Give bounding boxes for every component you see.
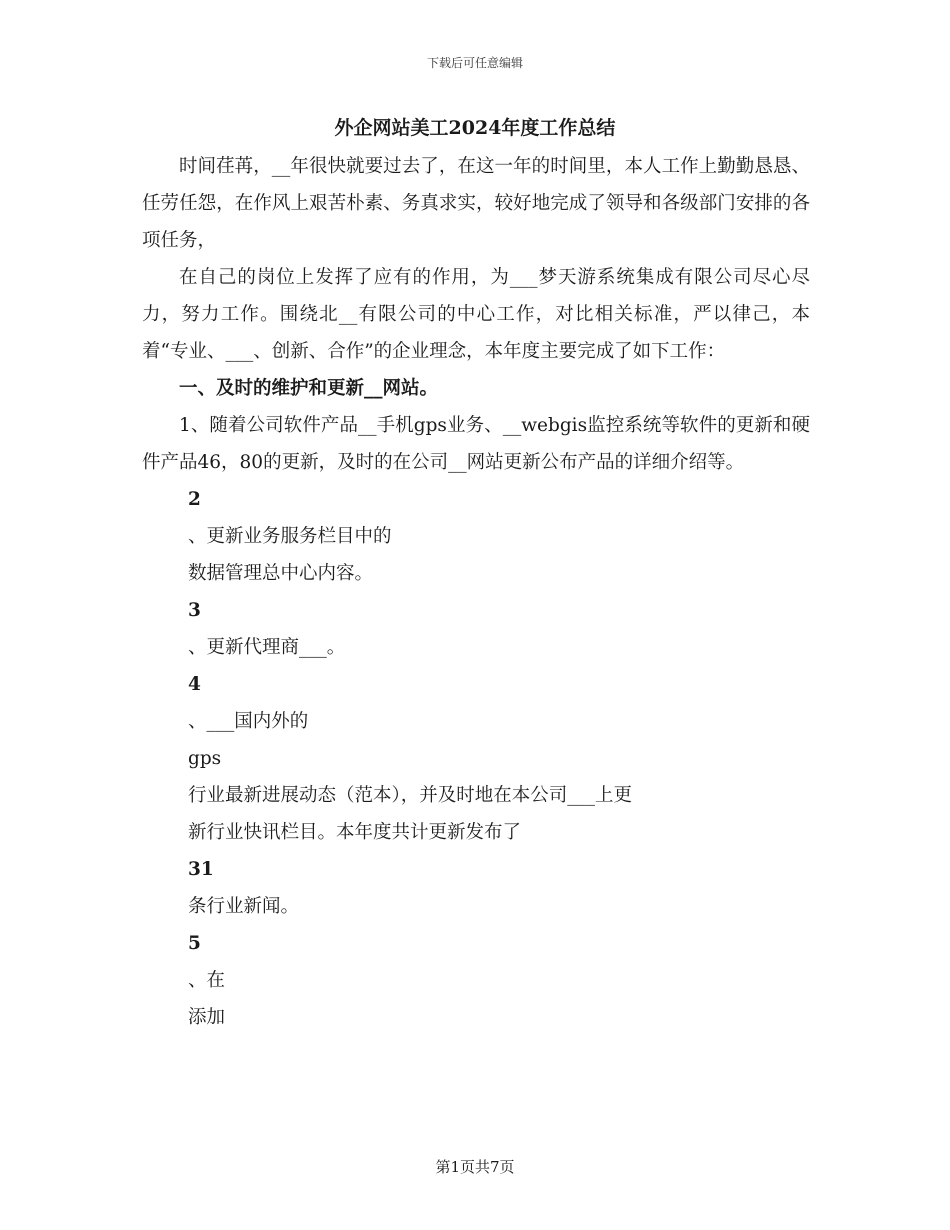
- document-title: 外企网站美工2024年度工作总结: [334, 117, 616, 139]
- item-2-line-1: 、更新业务服务栏目中的: [188, 526, 392, 547]
- item-4-line-1: 、___国内外的: [188, 711, 309, 732]
- item-4-line-3: 行业最新进展动态（范本），并及时地在本公司___上更: [188, 785, 633, 806]
- paragraph-intro: 时间荏苒，__年很快就要过去了，在这一年的时间里，本人工作上勤勤恳恳、任劳任怨，在作风上艰苦朴素、务真求实，较好地完成了领导和各级部门安排的各项任务，: [142, 156, 810, 251]
- item-number-4: 4: [188, 674, 201, 695]
- item-31-line-1: 条行业新闻。: [188, 896, 300, 917]
- item-5-line-2: 添加: [188, 1007, 226, 1028]
- item-4-line-4: 新行业快讯栏目。本年度共计更新发布了: [188, 822, 522, 843]
- section-heading-1: 一、及时的维护和更新__网站。: [179, 378, 439, 399]
- item-number-31: 31: [188, 859, 214, 880]
- item-number-3: 3: [188, 600, 201, 621]
- item-3-line-1: 、更新代理商___。: [188, 637, 346, 658]
- page-footer: 第1页共7页: [435, 1158, 515, 1176]
- document-body: [142, 148, 810, 1036]
- item-4-line-2: gps: [188, 748, 222, 769]
- page-header: 下载后可任意编辑: [426, 56, 523, 70]
- item-number-2: 2: [188, 489, 201, 510]
- paragraph-role: 在自己的岗位上发挥了应有的作用，为___梦天游系统集成有限公司尽心尽力，努力工作。围绕北__有限公司的中心工作，对比相关标准，严以律己，本着“专业、___、创新、合作”的企业理念，本年度主要完成了如下工作：: [142, 267, 810, 362]
- paragraph-item-1: 1、随着公司软件产品__手机gps业务、__webgis监控系统等软件的更新和硬件产品46，80的更新，及时的在公司__网站更新公布产品的详细介绍等。: [142, 415, 810, 473]
- item-2-line-2: 数据管理总中心内容。: [188, 563, 374, 584]
- item-number-5: 5: [188, 933, 201, 954]
- item-5-line-1: 、在: [188, 970, 226, 991]
